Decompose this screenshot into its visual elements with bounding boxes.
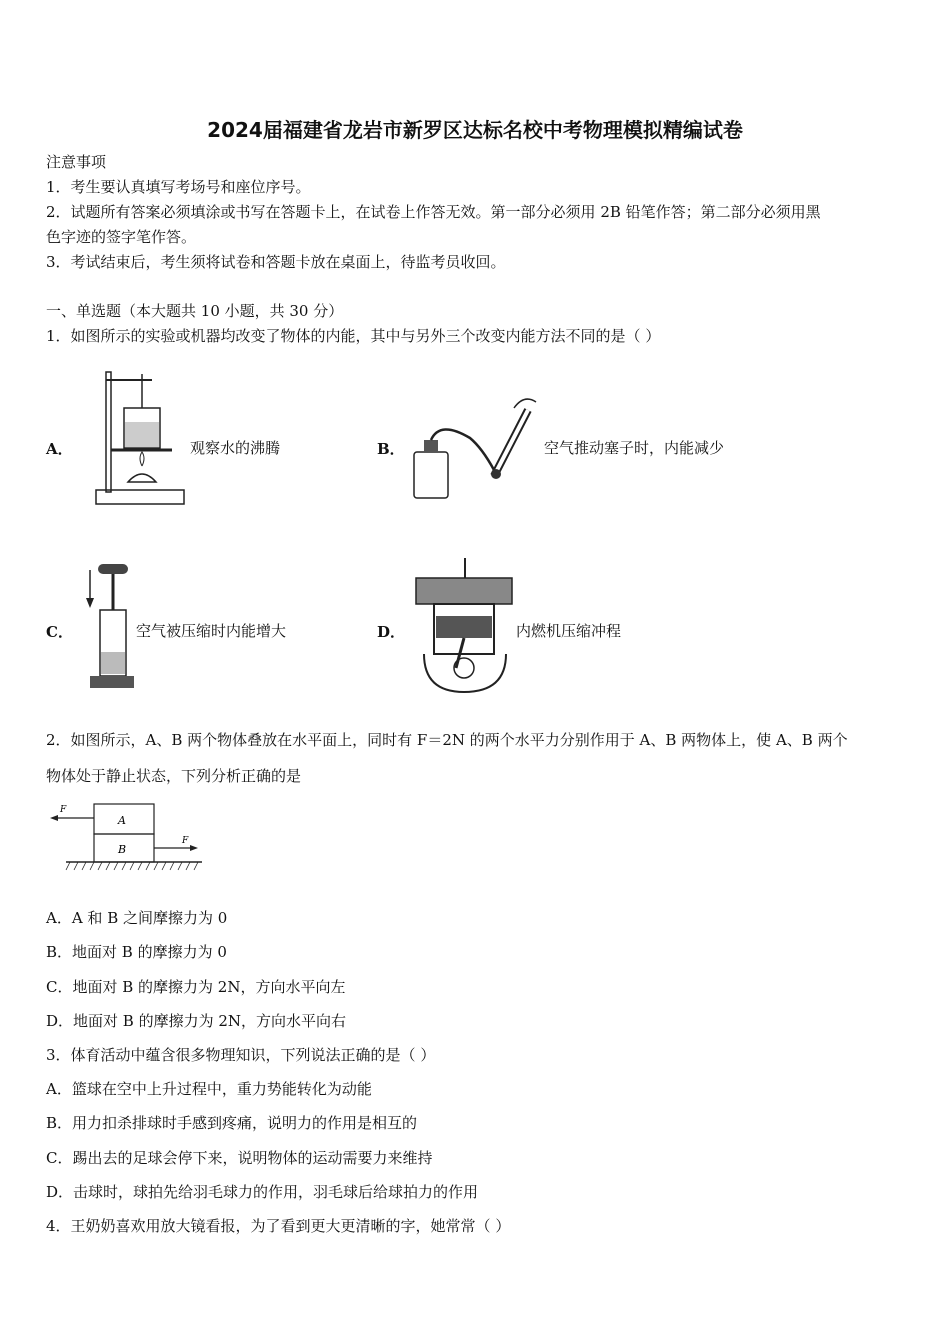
q1-stem: 1．如图所示的实验或机器均改变了物体的内能，其中与另外三个改变内能方法不同的是（ ） bbox=[46, 327, 661, 345]
air-pump-flask-figure bbox=[410, 390, 545, 506]
q2-stem-line1: 2．如图所示，A、B 两个物体叠放在水平面上，同时有 F＝2N 的两个水平力分别作用于 A、B 两物体上，使 A、B 两个 bbox=[46, 731, 848, 749]
q2-option-a: A．A 和 B 之间摩擦力为 0 bbox=[46, 909, 228, 927]
notice-heading: 注意事项 bbox=[46, 153, 107, 171]
q3-stem: 3．体育活动中蕴含很多物理知识，下列说法正确的是（ ） bbox=[46, 1046, 436, 1064]
stacked-blocks-figure bbox=[46, 800, 206, 872]
engine-cylinder-figure bbox=[410, 556, 516, 696]
force-right-label: F bbox=[182, 836, 189, 846]
notice-item-3: 3．考试结束后，考生须将试卷和答题卡放在桌面上，待监考员收回。 bbox=[46, 253, 506, 271]
q1-option-c-caption: 空气被压缩时内能增大 bbox=[136, 622, 287, 640]
compression-syringe-figure bbox=[84, 560, 134, 692]
notice-item-1: 1．考生要认真填写考场号和座位序号。 bbox=[46, 178, 311, 196]
q1-option-b-caption: 空气推动塞子时，内能减少 bbox=[544, 439, 725, 457]
q2-option-d: D．地面对 B 的摩擦力为 2N，方向水平向右 bbox=[46, 1012, 347, 1030]
notice-item-2-cont: 色字迹的签字笔作答。 bbox=[46, 228, 197, 246]
q2-stem-line2: 物体处于静止状态，下列分析正确的是 bbox=[46, 767, 302, 785]
q4-stem: 4．王奶奶喜欢用放大镜看报，为了看到更大更清晰的字，她常常（ ） bbox=[46, 1217, 511, 1235]
q1-option-b-letter: B． bbox=[377, 440, 405, 458]
block-a-label: A bbox=[118, 814, 126, 827]
q1-option-d-letter: D． bbox=[377, 623, 406, 641]
block-b-label: B bbox=[118, 843, 127, 856]
ground-hatching bbox=[66, 862, 198, 870]
section-heading: 一、单选题（本大题共 10 小题，共 30 分） bbox=[46, 302, 344, 320]
q3-option-a: A．篮球在空中上升过程中，重力势能转化为动能 bbox=[46, 1080, 372, 1098]
q2-option-b: B．地面对 B 的摩擦力为 0 bbox=[46, 943, 227, 961]
q3-option-b: B．用力扣杀排球时手感到疼痛，说明力的作用是相互的 bbox=[46, 1114, 418, 1132]
q1-option-c-letter: C． bbox=[46, 623, 73, 641]
force-left-label: F bbox=[60, 805, 67, 815]
q1-option-d-caption: 内燃机压缩冲程 bbox=[516, 622, 622, 640]
q2-option-c: C．地面对 B 的摩擦力为 2N，方向水平向左 bbox=[46, 978, 346, 996]
page-title: 2024届福建省龙岩市新罗区达标名校中考物理模拟精编试卷 bbox=[207, 118, 743, 142]
q1-option-a-caption: 观察水的沸腾 bbox=[190, 439, 281, 457]
q1-option-a-letter: A． bbox=[46, 440, 73, 458]
q3-option-c: C．踢出去的足球会停下来，说明物体的运动需要力来维持 bbox=[46, 1149, 433, 1167]
q3-option-d: D．击球时，球拍先给羽毛球力的作用，羽毛球后给球拍力的作用 bbox=[46, 1183, 479, 1201]
notice-item-2: 2．试题所有答案必须填涂或书写在答题卡上，在试卷上作答无效。第一部分必须用 2B 铅笔作答；第二部分必须用黑 bbox=[46, 203, 821, 221]
boiling-apparatus-figure bbox=[92, 362, 188, 508]
